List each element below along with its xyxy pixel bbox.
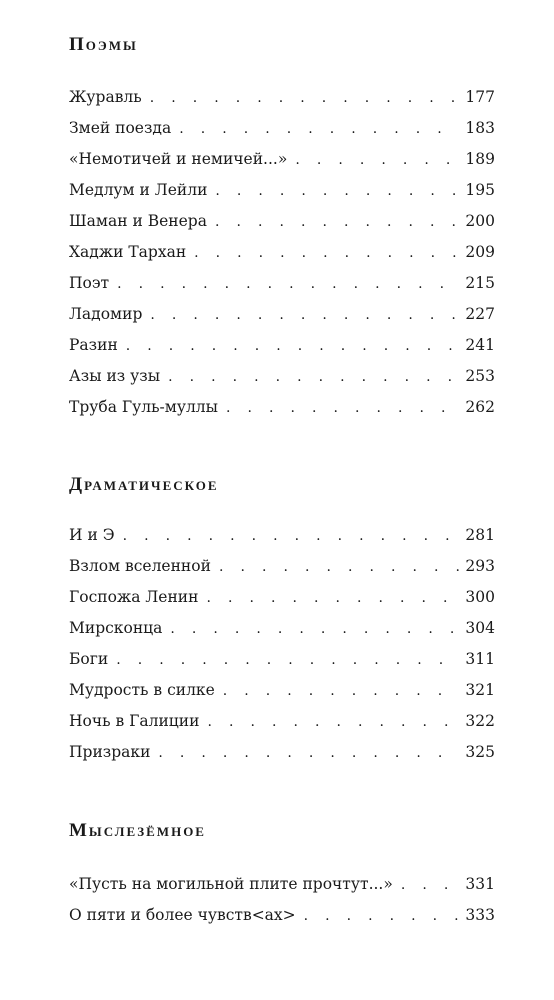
toc-entry-page: 253 <box>465 367 495 385</box>
toc-entry-page: 325 <box>465 743 495 761</box>
toc-entry[interactable] <box>69 82 495 113</box>
section-title-poems: Поэмы <box>69 34 138 55</box>
toc-entry-page: 262 <box>465 398 495 416</box>
dot-leader <box>170 614 459 644</box>
toc-entry-page: 281 <box>465 526 495 544</box>
toc-entry[interactable] <box>69 268 495 299</box>
dot-leader <box>219 552 459 582</box>
toc-entry-page: 241 <box>465 336 495 354</box>
toc-entry[interactable] <box>69 675 495 706</box>
toc-entry-page: 293 <box>465 557 495 575</box>
toc-entry[interactable] <box>69 869 495 900</box>
dot-leader <box>123 521 459 551</box>
dot-leader <box>304 901 459 931</box>
dot-leader <box>116 645 459 675</box>
toc-entry-title: Медлум и Лейли <box>69 181 208 199</box>
dot-leader <box>117 269 459 299</box>
toc-entry[interactable] <box>69 551 495 582</box>
dot-leader <box>126 331 459 361</box>
toc-entry-title: Труба Гуль-муллы <box>69 398 218 416</box>
dot-leader <box>295 145 459 175</box>
toc-entry[interactable] <box>69 613 495 644</box>
toc-entry[interactable] <box>69 900 495 931</box>
toc-entry[interactable] <box>69 299 495 330</box>
toc-entry[interactable] <box>69 644 495 675</box>
section-title-dramatic: Драматическое <box>69 474 219 495</box>
toc-entry-page: 227 <box>465 305 495 323</box>
toc-entry-title: Журавль <box>69 88 142 106</box>
dot-leader <box>207 707 459 737</box>
toc-entry-title: Боги <box>69 650 109 668</box>
toc-entry-title: Поэт <box>69 274 110 292</box>
toc-entry-title: Призраки <box>69 743 151 761</box>
toc-entry[interactable] <box>69 113 495 144</box>
dot-leader <box>223 676 459 706</box>
toc-entry-title: Мирсконца <box>69 619 163 637</box>
toc-entry-page: 333 <box>465 906 495 924</box>
toc-entry-page: 215 <box>465 274 495 292</box>
toc-entry[interactable] <box>69 706 495 737</box>
dot-leader <box>150 300 459 330</box>
toc-entry-page: 331 <box>465 875 495 893</box>
toc-list-thought-earthly <box>69 869 495 931</box>
toc-entry-title: И и Э <box>69 526 115 544</box>
toc-entry-title: Мудрость в силке <box>69 681 215 699</box>
toc-entry-page: 177 <box>465 88 495 106</box>
toc-entry-title: Ладомир <box>69 305 143 323</box>
dot-leader <box>215 176 459 206</box>
toc-entry-title: Госпожа Ленин <box>69 588 199 606</box>
toc-entry-page: 322 <box>465 712 495 730</box>
toc-entry[interactable] <box>69 206 495 237</box>
toc-entry-title: Разин <box>69 336 118 354</box>
toc-entry-page: 300 <box>465 588 495 606</box>
toc-entry-title: Шаман и Венера <box>69 212 207 230</box>
toc-entry[interactable] <box>69 392 495 423</box>
toc-entry[interactable] <box>69 520 495 551</box>
toc-entry-title: «Пусть на могильной плите прочтут...» <box>69 875 393 893</box>
toc-list-dramatic <box>69 520 495 768</box>
dot-leader <box>401 870 459 900</box>
toc-entry-title: Змей поезда <box>69 119 172 137</box>
toc-entry-title: Азы из узы <box>69 367 161 385</box>
toc-entry[interactable] <box>69 237 495 268</box>
toc-entry-page: 311 <box>465 650 495 668</box>
toc-entry[interactable] <box>69 737 495 768</box>
dot-leader <box>150 83 459 113</box>
toc-entry-page: 209 <box>465 243 495 261</box>
toc-entry-page: 304 <box>465 619 495 637</box>
toc-entry-page: 183 <box>465 119 495 137</box>
toc-entry[interactable] <box>69 175 495 206</box>
toc-entry-page: 189 <box>465 150 495 168</box>
dot-leader <box>158 738 459 768</box>
toc-entry[interactable] <box>69 330 495 361</box>
toc-entry-page: 200 <box>465 212 495 230</box>
dot-leader <box>194 238 459 268</box>
toc-entry-page: 321 <box>465 681 495 699</box>
toc-entry[interactable] <box>69 144 495 175</box>
dot-leader <box>226 393 459 423</box>
toc-entry[interactable] <box>69 582 495 613</box>
toc-entry-title: Хаджи Тархан <box>69 243 187 261</box>
toc-entry-title: Ночь в Галиции <box>69 712 200 730</box>
toc-entry-title: Взлом вселенной <box>69 557 211 575</box>
toc-entry-title: «Немотичей и немичей...» <box>69 150 288 168</box>
section-title-thought-earthly: Мыслезёмное <box>69 820 206 841</box>
dot-leader <box>168 362 459 392</box>
toc-entry-title: О пяти и более чувств<ах> <box>69 906 296 924</box>
dot-leader <box>179 114 459 144</box>
dot-leader <box>215 207 459 237</box>
toc-entry-page: 195 <box>465 181 495 199</box>
dot-leader <box>206 583 459 613</box>
toc-list-poems <box>69 82 495 423</box>
toc-entry[interactable] <box>69 361 495 392</box>
